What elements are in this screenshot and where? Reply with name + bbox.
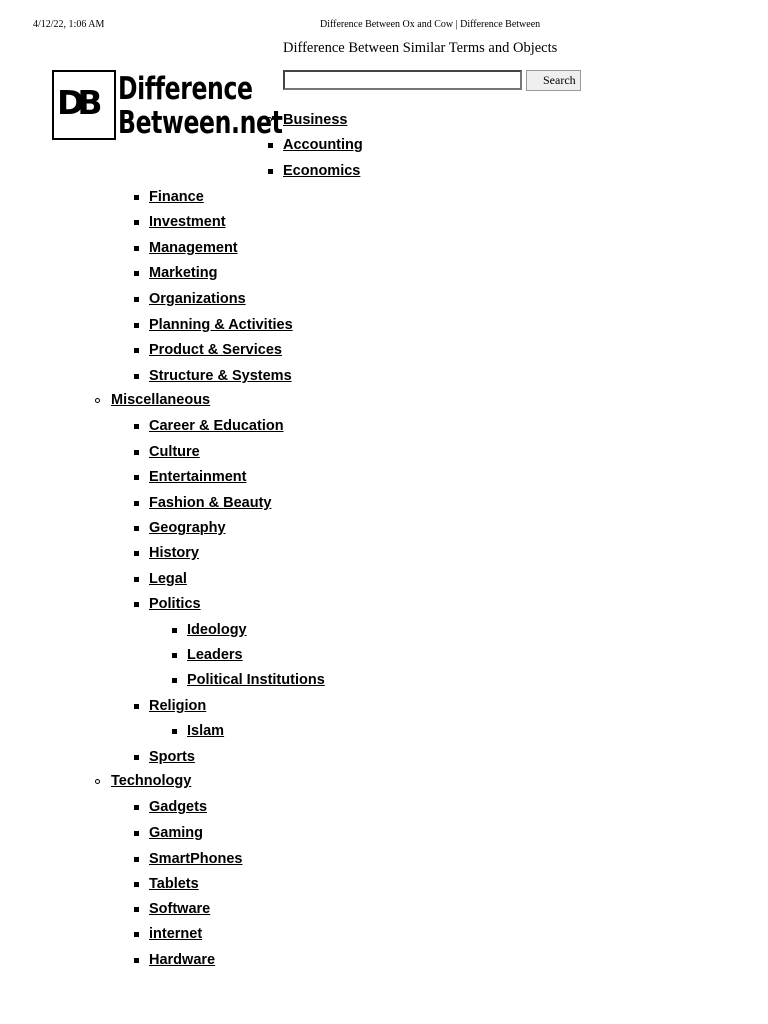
bullet-square [134,501,139,506]
nav-item-gaming[interactable] [149,823,203,843]
search-button[interactable]: Search [526,70,581,91]
nav-item-software[interactable] [149,899,210,919]
nav-item-legal[interactable] [149,569,187,589]
bullet-square [134,475,139,480]
bullet-square [134,526,139,531]
nav-item-internet[interactable] [149,924,202,944]
nav-link-sports[interactable]: Sports [149,749,195,765]
nav-item-sports[interactable] [149,747,195,767]
nav-link-career-education[interactable]: Career & Education [149,418,284,434]
bullet-square [134,246,139,251]
bullet-square [134,958,139,963]
bullet-square [172,628,177,633]
nav-link-culture[interactable]: Culture [149,444,200,460]
bullet-square [134,195,139,200]
bullet-square [134,424,139,429]
nav-link-tablets[interactable]: Tablets [149,876,199,892]
bullet-square [172,729,177,734]
nav-item-islam[interactable] [187,721,224,741]
nav-item-career-education[interactable] [149,416,284,436]
nav-link-entertainment[interactable]: Entertainment [149,469,247,485]
nav-item-investment[interactable] [149,212,226,232]
logo-mark [52,70,116,140]
nav-item-hardware[interactable] [149,950,215,970]
bullet-square [134,220,139,225]
bullet-square [134,602,139,607]
nav-link-political-institutions[interactable]: Political Institutions [187,672,325,688]
nav-item-geography[interactable] [149,518,226,538]
nav-link-geography[interactable]: Geography [149,520,226,536]
nav-link-smartphones[interactable]: SmartPhones [149,851,243,867]
nav-item-miscellaneous[interactable] [111,390,210,410]
bullet-square [268,143,273,148]
nav-link-internet[interactable]: internet [149,926,203,942]
nav-link-fashion-beauty[interactable]: Fashion & Beauty [149,495,272,511]
nav-link-technology[interactable]: Technology [111,773,192,789]
nav-item-ideology[interactable] [187,620,247,640]
bullet-circle [95,398,100,403]
bullet-square [134,932,139,937]
bullet-square [134,297,139,302]
nav-link-accounting[interactable]: Accounting [283,137,363,153]
bullet-square [172,653,177,658]
nav-link-marketing[interactable]: Marketing [149,265,218,281]
nav-link-gadgets[interactable]: Gadgets [149,799,208,815]
nav-item-culture[interactable] [149,442,200,462]
bullet-square [268,169,273,174]
print-document-title: Difference Between Ox and Cow | Difference Between [320,19,541,30]
logo-word-line-1: Difference [118,71,253,107]
nav-link-ideology[interactable]: Ideology [187,622,247,638]
nav-item-economics[interactable] [283,161,360,181]
bullet-square [134,704,139,709]
bullet-square [134,857,139,862]
bullet-square [134,907,139,912]
nav-link-religion[interactable]: Religion [149,698,207,714]
nav-item-finance[interactable] [149,187,204,207]
nav-item-marketing[interactable] [149,263,218,283]
nav-item-organizations[interactable] [149,289,246,309]
nav-link-investment[interactable]: Investment [149,214,226,230]
nav-link-leaders[interactable]: Leaders [187,647,243,663]
bullet-square [134,348,139,353]
bullet-square [134,271,139,276]
site-logo[interactable] [52,70,283,142]
nav-link-history[interactable]: History [149,545,199,561]
nav-item-accounting[interactable] [283,135,363,155]
nav-link-business[interactable]: Business [283,112,348,128]
bullet-square [134,323,139,328]
bullet-square [134,755,139,760]
site-tagline: Difference Between Similar Terms and Objects [283,40,558,56]
nav-link-economics[interactable]: Economics [283,163,361,179]
nav-item-planning-activities[interactable] [149,315,293,335]
bullet-square [134,450,139,455]
bullet-square [134,374,139,379]
nav-link-management[interactable]: Management [149,240,238,256]
nav-link-gaming[interactable]: Gaming [149,825,203,841]
bullet-circle [95,779,100,784]
nav-item-technology[interactable] [111,771,191,791]
bullet-circle [267,117,272,122]
logo-word-line-2: Between.net [118,105,283,141]
nav-link-software[interactable]: Software [149,901,211,917]
nav-item-entertainment[interactable] [149,467,247,487]
nav-link-politics[interactable]: Politics [149,596,201,612]
nav-item-product-services[interactable] [149,340,282,360]
bullet-square [134,577,139,582]
nav-link-structure-systems[interactable]: Structure & Systems [149,368,292,384]
nav-item-structure-systems[interactable] [149,366,292,386]
bullet-square [172,678,177,683]
bullet-square [134,805,139,810]
nav-link-islam[interactable]: Islam [187,723,225,739]
nav-link-product-services[interactable]: Product & Services [149,342,282,358]
nav-item-management[interactable] [149,238,238,258]
nav-item-leaders[interactable] [187,645,243,665]
nav-item-political-institutions[interactable] [187,670,325,690]
nav-item-gadgets[interactable] [149,797,207,817]
nav-link-miscellaneous[interactable]: Miscellaneous [111,392,211,408]
nav-item-religion[interactable] [149,696,206,716]
nav-item-tablets[interactable] [149,874,199,894]
nav-item-history[interactable] [149,543,199,563]
print-header [0,16,768,32]
logo-mark-text: DB [57,83,96,122]
print-datetime: 4/12/22, 1:06 AM [33,19,105,30]
nav-link-planning-activities[interactable]: Planning & Activities [149,317,293,333]
bullet-square [134,551,139,556]
nav-item-fashion-beauty[interactable] [149,493,271,513]
nav-item-smartphones[interactable] [149,849,242,869]
bullet-square [134,831,139,836]
bullet-square [134,882,139,887]
nav-link-organizations[interactable]: Organizations [149,291,246,307]
nav-link-finance[interactable]: Finance [149,189,204,205]
search-input[interactable] [283,70,522,90]
nav-link-hardware[interactable]: Hardware [149,952,216,968]
nav-item-business[interactable] [283,110,347,130]
nav-link-legal[interactable]: Legal [149,571,187,587]
nav-item-politics[interactable] [149,594,201,614]
